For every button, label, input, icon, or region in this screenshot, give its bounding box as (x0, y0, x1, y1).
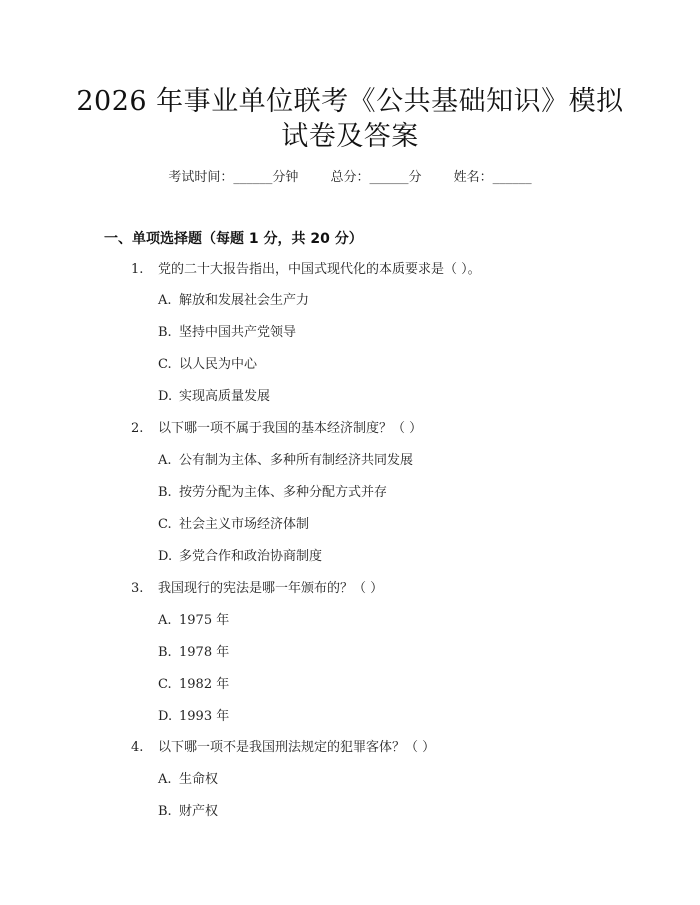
option-letter: B. (158, 325, 172, 340)
question-4 (131, 738, 435, 758)
option (158, 802, 218, 822)
question-number: 4. (131, 740, 144, 755)
option-text: 生命权 (179, 772, 219, 787)
question-text: 我国现行的宪法是哪一年颁布的？（ ） (158, 581, 384, 596)
page-title-line2: 试卷及答案 (281, 121, 419, 152)
question-3 (131, 579, 383, 599)
option (158, 451, 413, 471)
option (158, 355, 257, 375)
option-letter: C. (158, 677, 172, 692)
question-1 (131, 260, 481, 280)
option-text: 解放和发展社会生产力 (179, 293, 310, 308)
exam-meta (0, 168, 700, 188)
option (158, 675, 229, 695)
question-2 (131, 419, 422, 439)
option (158, 770, 218, 790)
exam-time: 考试时间：______分钟 (168, 170, 299, 185)
page-title-line1: 2026 年事业单位联考《公共基础知识》模拟 (76, 86, 624, 117)
option-letter: D. (158, 549, 173, 564)
option-text: 1982 年 (179, 677, 230, 692)
option-letter: A. (158, 613, 172, 628)
option-letter: B. (158, 804, 172, 819)
option-text: 社会主义市场经济体制 (179, 517, 310, 532)
option-letter: A. (158, 293, 172, 308)
option (158, 643, 229, 663)
option (158, 515, 309, 535)
option-letter: B. (158, 485, 172, 500)
question-number: 2. (131, 421, 144, 436)
question-text: 以下哪一项不是我国刑法规定的犯罪客体？（ ） (158, 740, 436, 755)
option (158, 707, 229, 727)
option (158, 323, 296, 343)
question-text: 党的二十大报告指出，中国式现代化的本质要求是（ ）。 (158, 262, 481, 277)
option (158, 483, 387, 503)
option-text: 实现高质量发展 (179, 389, 271, 404)
option-letter: A. (158, 772, 172, 787)
option-text: 坚持中国共产党领导 (179, 325, 297, 340)
option-text: 以人民为中心 (179, 357, 258, 372)
option (158, 291, 309, 311)
option (158, 611, 229, 631)
option-text: 1993 年 (179, 709, 230, 724)
question-number: 3. (131, 581, 144, 596)
option-text: 1975 年 (179, 613, 230, 628)
option-text: 多党合作和政治协商制度 (179, 549, 323, 564)
option-letter: B. (158, 645, 172, 660)
option (158, 547, 322, 567)
option-letter: C. (158, 517, 172, 532)
question-number: 1. (131, 262, 144, 277)
exam-total-score: 总分：______分 (330, 170, 422, 185)
option-letter: D. (158, 709, 173, 724)
option-text: 财产权 (179, 804, 219, 819)
option-text: 1978 年 (179, 645, 230, 660)
option-letter: D. (158, 389, 173, 404)
option-letter: C. (158, 357, 172, 372)
exam-name: 姓名：______ (453, 170, 532, 185)
option-text: 公有制为主体、多种所有制经济共同发展 (179, 453, 414, 468)
option-letter: A. (158, 453, 172, 468)
option (158, 387, 270, 407)
section-heading: 一、单项选择题（每题 1 分，共 20 分） (104, 231, 363, 247)
question-text: 以下哪一项不属于我国的基本经济制度？（ ） (158, 421, 423, 436)
option-text: 按劳分配为主体、多种分配方式并存 (179, 485, 388, 500)
